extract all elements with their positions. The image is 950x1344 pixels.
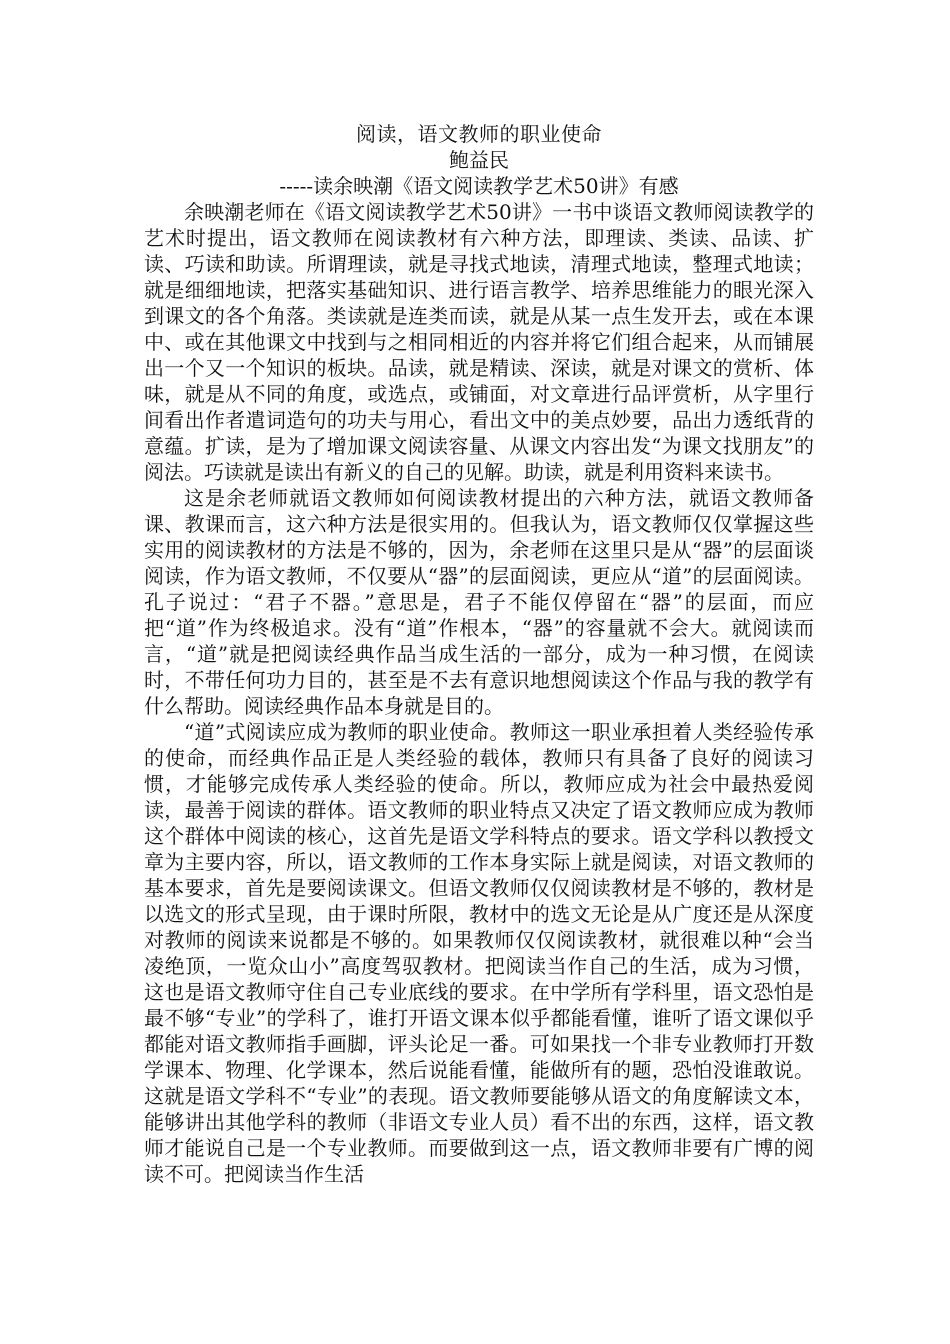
document-body [144,121,814,1187]
paragraph-1: 余映潮老师在《语文阅读教学艺术50讲》一书中谈语文教师阅读教学的艺术时提出，语文教师在阅读教材有六种方法，即理读、类读、品读、扩读、巧读和助读。所谓理读，就是寻找式地读，清理式地读，整理式地读；就是细细地读，把落实基础知识、进行语言教学、培养思维能力的眼光深入到课文的各个角落。类读就是连类而读，就是从某一点生发开去，或在本课中、或在其他课文中找到与之相同相近的内容并将它们组合起来，从而铺展出一个又一个知识的板块。品读，就是精读、深读，就是对课文的赏析、体味，就是从不同的角度，或选点，或铺面，对文章进行品评赏析，从字里行间看出作者遣词造句的功夫与用心，看出文中的美点妙要，品出力透纸背的意蕴。扩读，是为了增加课文阅读容量、从课文内容出发“为课文找朋友”的阅法。巧读就是读出有新义的自己的见解。助读，就是利用资料来读书。 [144,200,814,484]
document-subtitle: -----读余映潮《语文阅读教学艺术50讲》有感 [279,174,679,198]
paragraph-3: “道”式阅读应成为教师的职业使命。教师这一职业承担着人类经验传承的使命，而经典作品正是人类经验的载体，教师只有具备了良好的阅读习惯，才能够完成传承人类经验的使命。所以，教师应成为社会中最热爱阅读，最善于阅读的群体。语文教师的职业特点又决定了语文教师应成为教师这个群体中阅读的核心，这首先是语文学科特点的要求。语文学科以教授文章为主要内容，所以，语文教师的工作本身实际上就是阅读，对语文教师的基本要求，首先是要阅读课文。但语文教师仅仅阅读教材是不够的，教材是以选文的形式呈现，由于课时所限，教材中的选文无论是从广度还是从深度对教师的阅读来说都是不够的。如果教师仅仅阅读教材，就很难以种“会当凌绝顶，一览众山小”高度驾驭教材。把阅读当作自己的生活，成为习惯，这也是语文教师守住自己专业底线的要求。在中学所有学科里，语文恐怕是最不够“专业”的学科了，谁打开语文课本似乎都能看懂，谁听了语文课似乎都能对语文教师指手画脚，评头论足一番。可如果找一个非专业教师打开数学课本、物理、化学课本，然后说能看懂，能做所有的题，恐怕没谁敢说。这就是语文学科不“专业”的表现。语文教师要能够从语文的角度解读文本，能够讲出其他学科的教师（非语文专业人员）看不出的东西，这样，语文教师才能说自己是一个专业教师。而要做到这一点，语文教师非要有广博的阅读不可。把阅读当作生活 [144,720,814,1186]
document-author: 鲍益民 [449,148,509,172]
paragraph-2: 这是余老师就语文教师如何阅读教材提出的六种方法，就语文教师备课、教课而言，这六种方法是很实用的。但我认为，语文教师仅仅掌握这些实用的阅读教材的方法是不够的，因为，余老师在这里只是从“器”的层面谈阅读，作为语文教师，不仅要从“器”的层面阅读，更应从“道”的层面阅读。孔子说过：“君子不器。”意思是，君子不能仅停留在“器”的层面，而应把“道”作为终极追求。没有“道”作根本，“器”的容量就不会大。就阅读而言，“道”就是把阅读经典作品当成生活的一部分，成为一种习惯，在阅读时，不带任何功力目的，甚至是不去有意识地想阅读这个作品与我的教学有什么帮助。阅读经典作品本身就是目的。 [144,486,814,718]
document-title: 阅读，语文教师的职业使命 [356,122,602,146]
